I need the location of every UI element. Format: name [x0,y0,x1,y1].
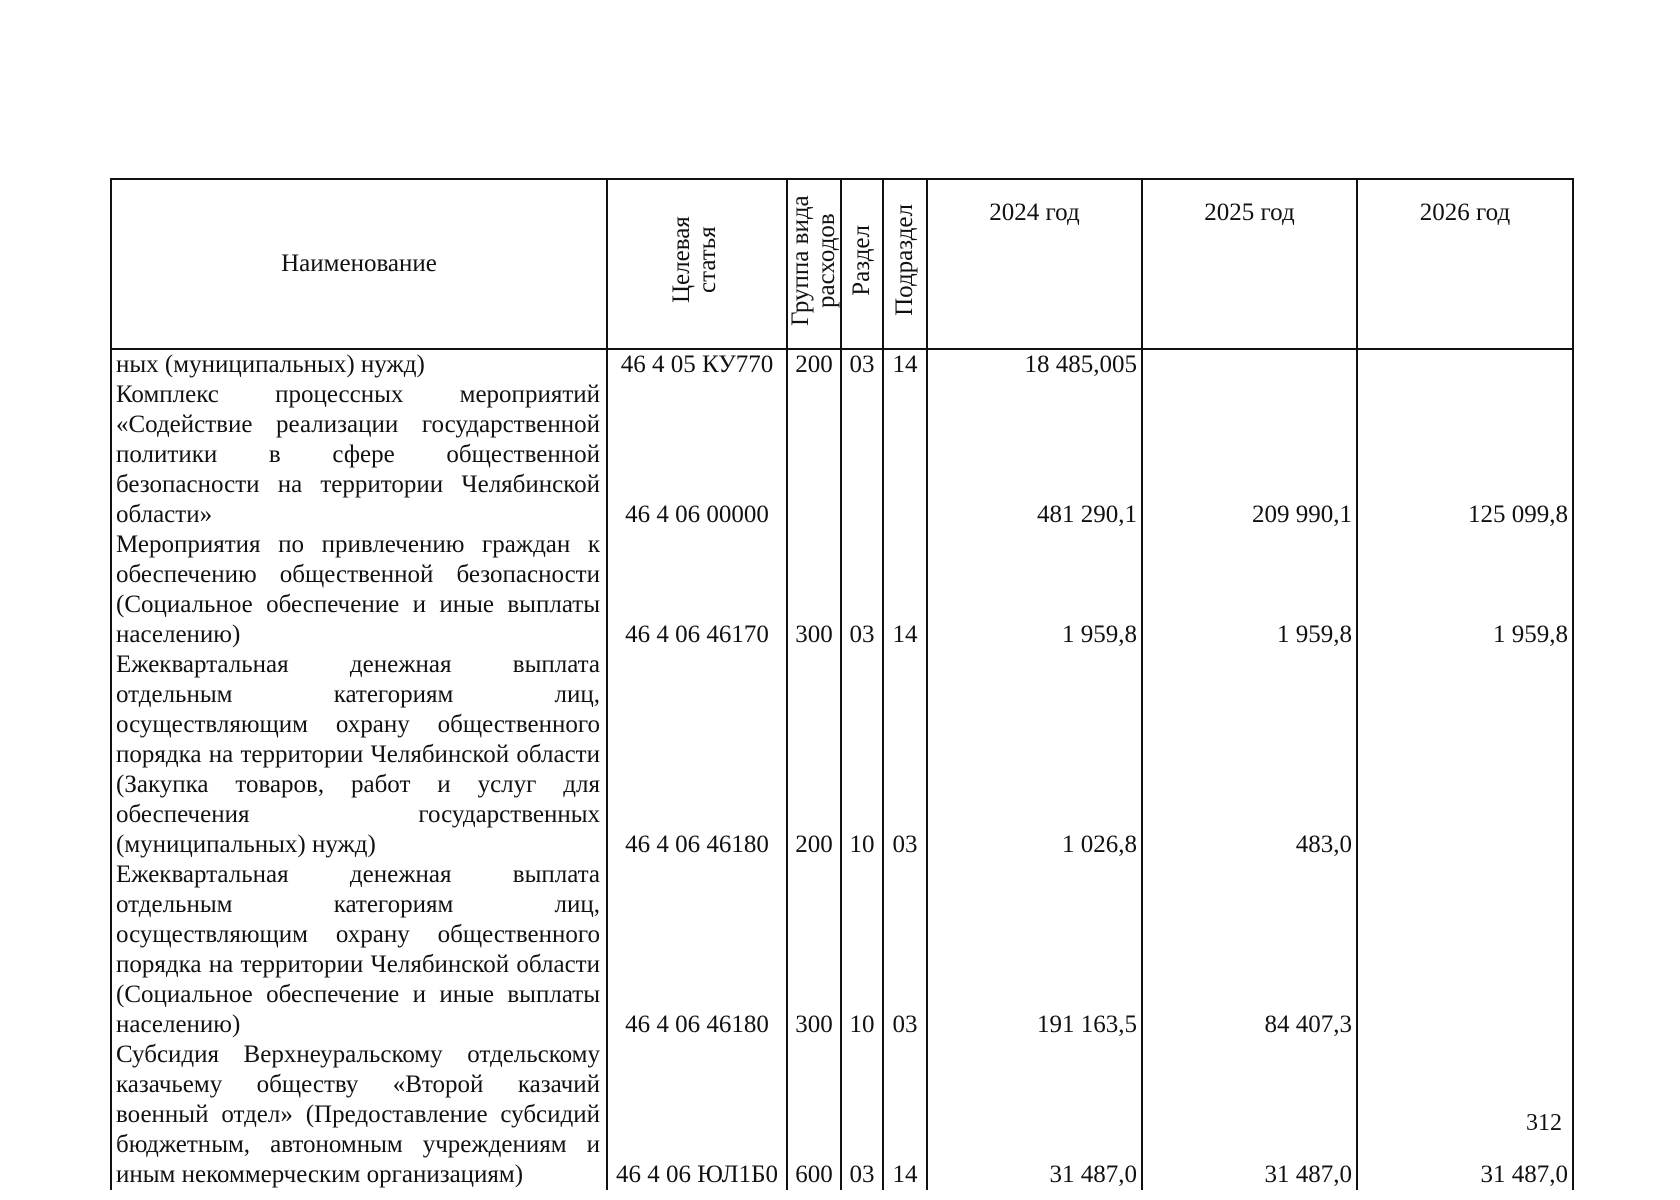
row-2025: 1 959,8 [1142,530,1357,650]
row-subsection: 03 [883,860,927,1040]
row-code: 46 4 06 46180 [607,860,787,1040]
row-group: 300 [787,530,841,650]
row-2024: 1 026,8 [927,650,1142,860]
table-row [111,380,1573,530]
row-group: 300 [787,860,841,1040]
header-target [607,179,787,349]
row-group: 600 [787,1040,841,1190]
row-code: 46 4 06 46170 [607,530,787,650]
header-name: Наименование [111,179,607,349]
header-2024: 2024 год [927,179,1142,349]
row-subsection: 03 [883,650,927,860]
header-subsection [883,179,927,349]
row-name: Мероприятия по привлечению граждан к обеспечению общественной безопасности (Социальное обеспечение и иные выплаты населению) [111,530,607,650]
row-section: 03 [841,1040,883,1190]
row-name: Ежеквартальная денежная выплата отдельным категориям лиц, осуществляющим охрану общественного порядка на территории Челябинской области (Закупка товаров, работ и услуг для обеспечения государственных (муниципальных) нужд) [111,650,607,860]
table-row [111,530,1573,650]
row-2024: 481 290,1 [927,380,1142,530]
row-2024: 1 959,8 [927,530,1142,650]
header-subsection-label: Подраздел [891,204,918,316]
row-2024: 31 487,0 [927,1040,1142,1190]
row-name: Ежеквартальная денежная выплата отдельным категориям лиц, осуществляющим охрану общественного порядка на территории Челябинской области (Социальное обеспечение и иные выплаты населению) [111,860,607,1040]
row-2025: 209 990,1 [1142,380,1357,530]
row-code: 46 4 05 КУ770 [607,349,787,380]
row-section: 03 [841,530,883,650]
row-2026: 1 959,8 [1357,530,1573,650]
header-2025: 2025 год [1142,179,1357,349]
row-2025: 31 487,0 [1142,1040,1357,1190]
table-header-row [111,179,1573,349]
header-2026: 2026 год [1357,179,1573,349]
row-2026 [1357,349,1573,380]
row-group [787,380,841,530]
row-subsection [883,380,927,530]
header-section-label: Раздел [848,224,875,296]
table-row [111,1040,1573,1190]
table-row [111,650,1573,860]
header-target-label: Целевая статья [668,216,721,304]
row-2024: 191 163,5 [927,860,1142,1040]
row-code: 46 4 06 00000 [607,380,787,530]
row-subsection: 14 [883,349,927,380]
table-row [111,860,1573,1040]
row-2025: 84 407,3 [1142,860,1357,1040]
row-2026: 31 487,0 [1357,1040,1573,1190]
table-row [111,349,1573,380]
row-2025 [1142,349,1357,380]
row-code: 46 4 06 ЮЛ1Б0 [607,1040,787,1190]
page-number: 312 [1526,1110,1562,1136]
row-subsection: 14 [883,1040,927,1190]
row-section [841,380,883,530]
row-group: 200 [787,349,841,380]
row-2026 [1357,860,1573,1040]
row-section: 03 [841,349,883,380]
row-subsection: 14 [883,530,927,650]
row-2024: 18 485,005 [927,349,1142,380]
row-name: Комплекс процессных мероприятий «Содействие реализации государственной политики в сфере общественной безопасности на территории Челябинской области» [111,380,607,530]
budget-table [110,178,1574,1190]
row-2025: 483,0 [1142,650,1357,860]
header-group [787,179,841,349]
row-name: Субсидия Верхнеуральскому отдельскому казачьему обществу «Второй казачий военный отдел» (Предоставление субсидий бюджетным, автономным учреждениям и иным некоммерческим организациям) [111,1040,607,1190]
header-group-label: Группа вида расходов [787,194,840,326]
row-2026: 125 099,8 [1357,380,1573,530]
row-section: 10 [841,860,883,1040]
row-2026 [1357,650,1573,860]
row-name: ных (муниципальных) нужд) [111,349,607,380]
header-section [841,179,883,349]
row-code: 46 4 06 46180 [607,650,787,860]
row-section: 10 [841,650,883,860]
row-group: 200 [787,650,841,860]
